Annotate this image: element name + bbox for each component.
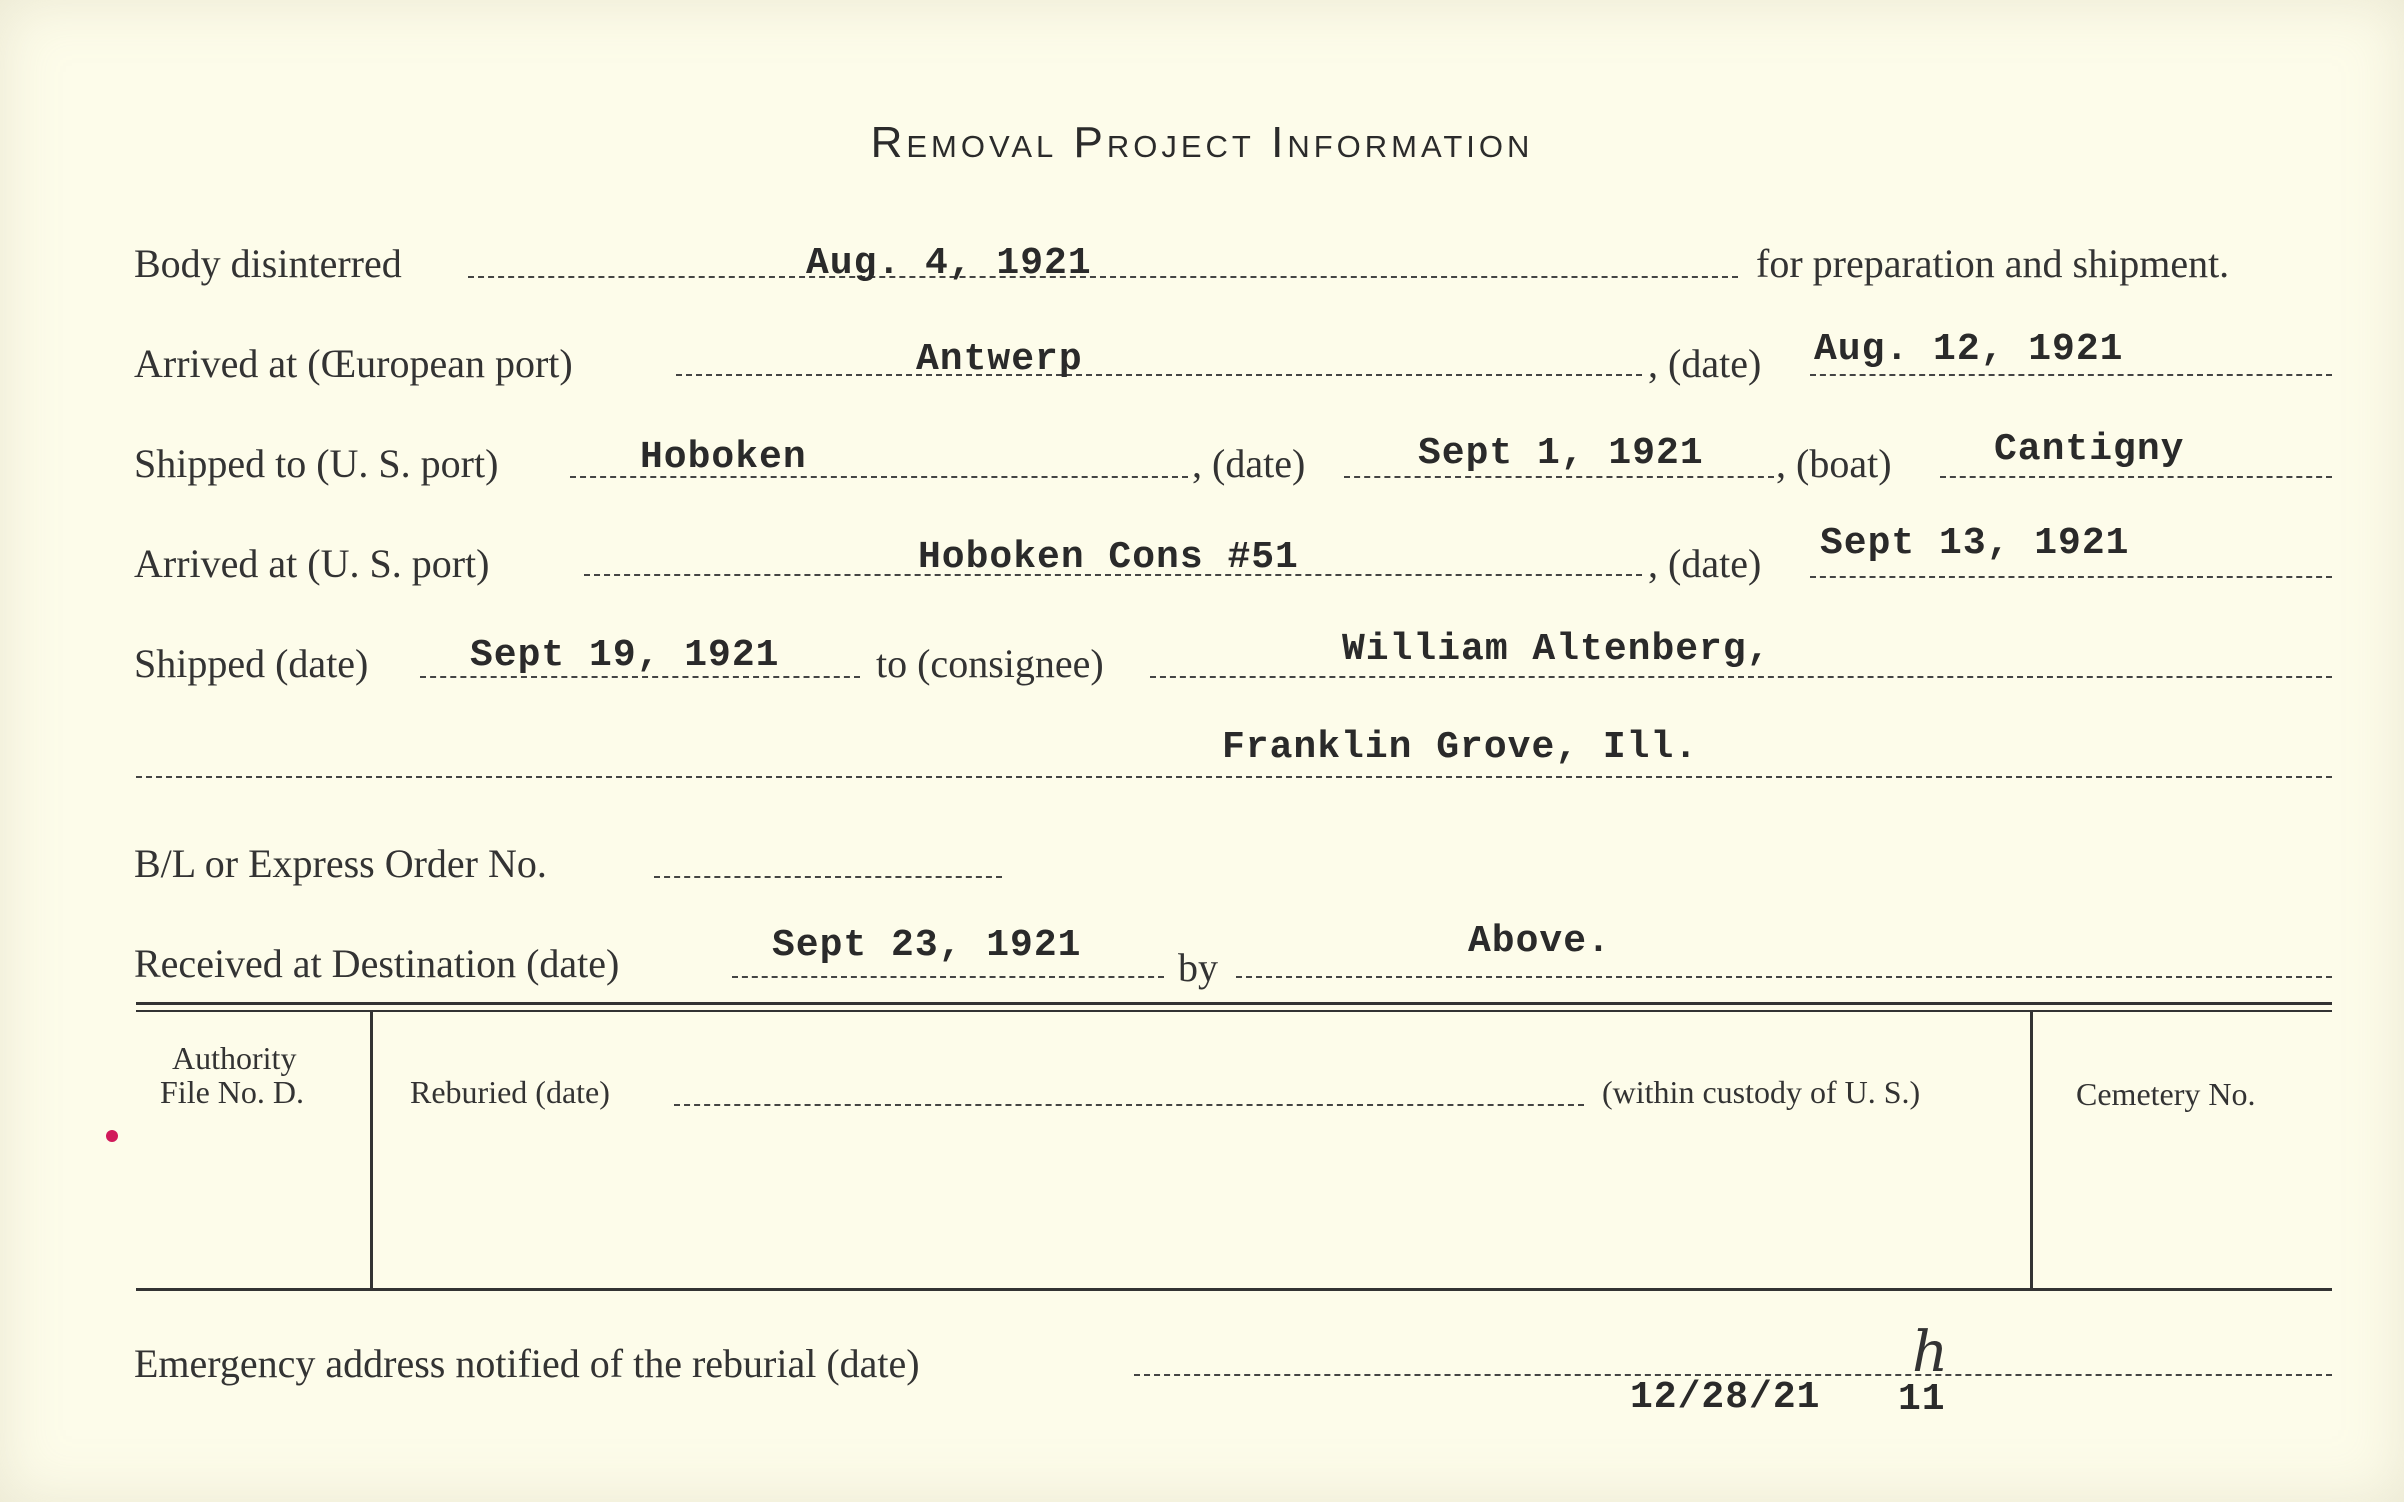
arrived-european-port-label: Arrived at (Œuropean port) <box>134 341 573 386</box>
received-by-label: by <box>1178 945 1218 990</box>
handwritten-initial: h <box>1912 1320 1949 1385</box>
file-no-label: File No. D. <box>160 1074 304 1110</box>
address-line <box>136 776 2332 778</box>
arrived-european-port-value: Antwerp <box>916 338 1083 381</box>
bl-express-order-line <box>654 876 1002 878</box>
table-divider-right <box>2030 1012 2033 1288</box>
typed-initials: 11 <box>1898 1378 1946 1421</box>
reburied-line <box>674 1104 1584 1106</box>
boat-line <box>1940 476 2332 478</box>
consignee-label: to (consignee) <box>876 641 1104 686</box>
arrived-us-date-value: Sept 13, 1921 <box>1820 522 2130 565</box>
red-ink-dot <box>106 1130 118 1142</box>
received-destination-label: Received at Destination (date) <box>134 941 620 986</box>
arrived-us-date-line <box>1810 576 2332 578</box>
shipped-us-port-value: Hoboken <box>640 436 807 479</box>
consignee-address-value: Franklin Grove, Ill. <box>1222 726 1699 769</box>
consignee-value: William Altenberg, <box>1342 628 1771 671</box>
shipped-us-date-value: Sept 1, 1921 <box>1418 432 1704 475</box>
arrived-us-port-label: Arrived at (U. S. port) <box>134 541 490 586</box>
consignee-line <box>1150 676 2332 678</box>
emergency-address-date: 12/28/21 <box>1630 1376 1821 1419</box>
cemetery-no-label: Cemetery No. <box>2076 1076 2256 1112</box>
shipped-us-port-label: Shipped to (U. S. port) <box>134 441 499 486</box>
shipped-us-date-label: , (date) <box>1192 441 1306 486</box>
authority-label: Authority <box>172 1040 297 1076</box>
arrived-european-port-line <box>676 374 1642 376</box>
received-destination-line <box>732 976 1164 978</box>
received-destination-value: Sept 23, 1921 <box>772 924 1082 967</box>
custody-label: (within custody of U. S.) <box>1602 1074 1921 1110</box>
boat-value: Cantigny <box>1994 428 2185 471</box>
shipped-us-date-line <box>1344 476 1774 478</box>
arrived-us-port-value: Hoboken Cons #51 <box>918 536 1299 579</box>
arrived-us-date-label: , (date) <box>1648 541 1762 586</box>
card-title: Removal Project Information <box>870 118 1534 167</box>
reburied-label: Reburied (date) <box>410 1074 610 1110</box>
shipped-date-label: Shipped (date) <box>134 641 369 686</box>
table-top-rule-inner <box>136 1010 2332 1012</box>
table-divider-left <box>370 1012 373 1288</box>
body-disinterred-line <box>468 276 1738 278</box>
body-disinterred-label: Body disinterred <box>134 241 402 286</box>
table-top-rule <box>136 1002 2332 1005</box>
bl-express-order-label: B/L or Express Order No. <box>134 841 547 886</box>
shipped-date-value: Sept 19, 1921 <box>470 634 780 677</box>
received-by-line <box>1236 976 2332 978</box>
emergency-address-label: Emergency address notified of the reburial (date) <box>134 1341 920 1386</box>
arrived-european-date-line <box>1810 374 2332 376</box>
arrived-european-date-value: Aug. 12, 1921 <box>1814 328 2124 371</box>
body-disinterred-value: Aug. 4, 1921 <box>806 242 1092 285</box>
received-by-value: Above. <box>1468 920 1611 963</box>
arrived-european-date-label: , (date) <box>1648 341 1762 386</box>
body-disinterred-suffix: for preparation and shipment. <box>1756 241 2230 286</box>
table-bottom-rule <box>136 1288 2332 1291</box>
boat-label: , (boat) <box>1776 441 1892 486</box>
